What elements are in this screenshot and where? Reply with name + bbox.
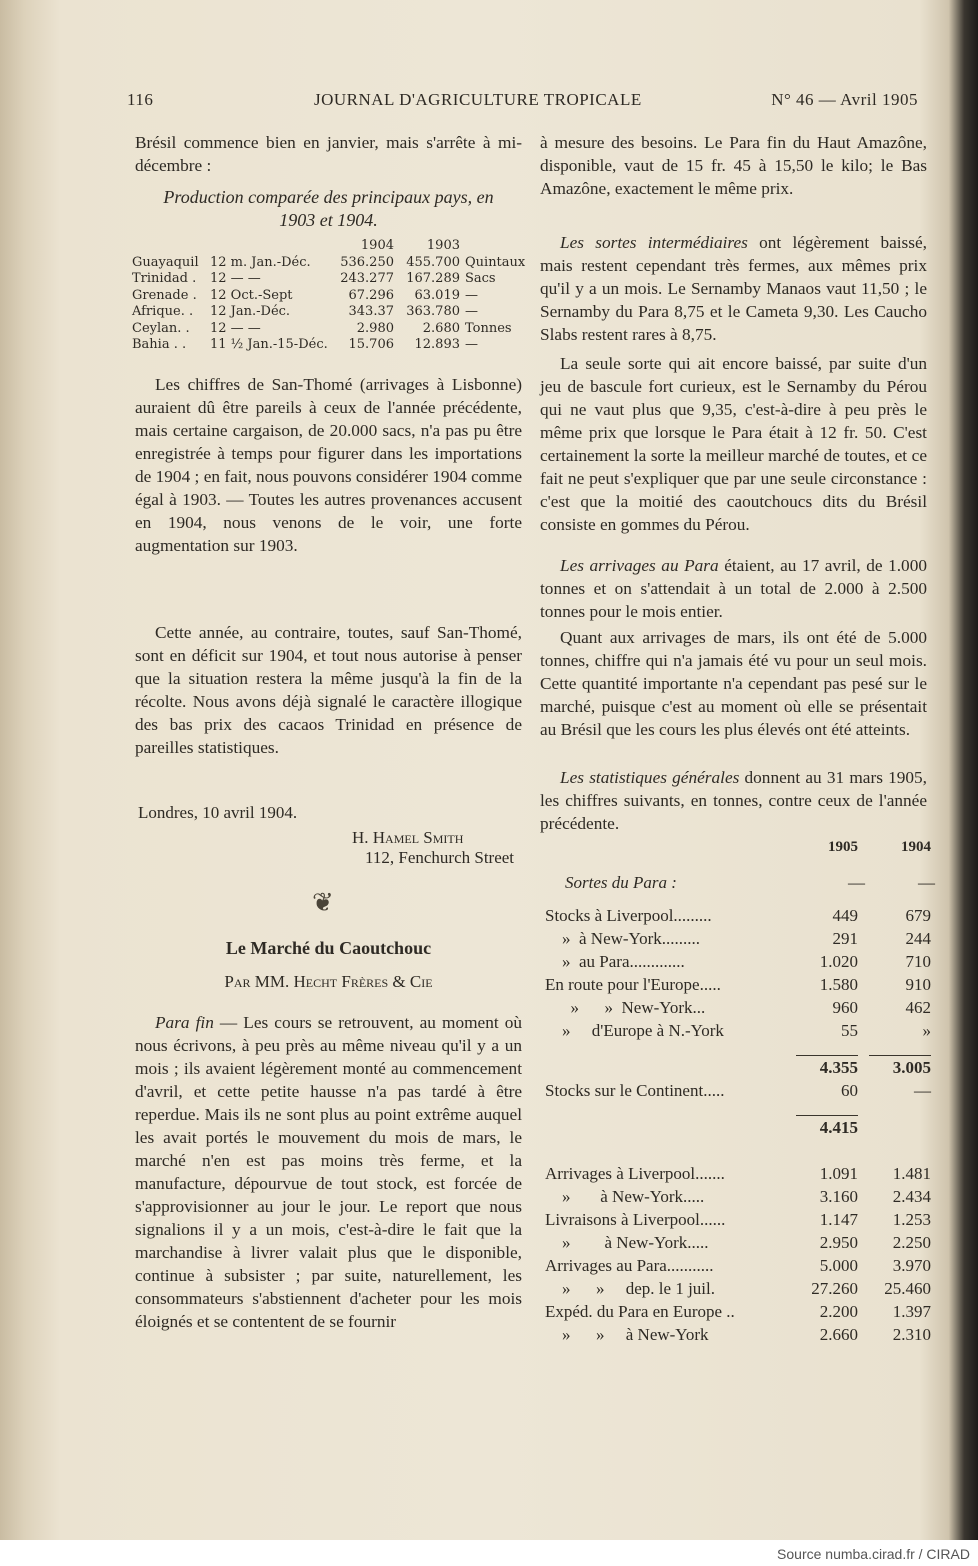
table-cell: Tonnes — [465, 320, 512, 336]
value-1904: 462 — [905, 998, 931, 1017]
table-cell: 12 — — — [210, 320, 261, 336]
value-1905: 4.355 — [819, 1058, 858, 1077]
value-1905: 1.091 — [819, 1164, 858, 1183]
left-intro — [135, 131, 522, 177]
table-row — [545, 1185, 935, 1208]
table-header — [132, 238, 525, 255]
paragraph: Cette année, au contraire, toutes, sauf San-Thomé, sont en déficit sur 1904, et tout nous autorise à penser que la situation restera la même jusqu'à la fin de la récolte. Nous avons déjà signalé le caractère illogique des bas prix des cacaos Trinidad en présence de pareilles statistiques. — [135, 623, 522, 757]
ornament-icon: ❦ — [312, 888, 334, 917]
table-cell: Afrique. . — [132, 304, 194, 319]
table-cell: 455.700 — [406, 254, 460, 270]
value-1904: 2.310 — [892, 1325, 931, 1344]
table-cell: 15.706 — [348, 337, 394, 352]
byline: Par MM. Hecht Frères & Cie — [224, 972, 433, 991]
row-label: Arrivages au Para........... — [545, 1256, 714, 1275]
value-1905: — — [848, 873, 866, 892]
table-row — [132, 337, 525, 354]
table-row — [132, 304, 525, 321]
table-row — [545, 996, 935, 1019]
value-1905: 2.950 — [819, 1233, 858, 1252]
table-row — [545, 973, 935, 996]
value-1904: 679 — [905, 906, 931, 925]
paragraph: à mesure des besoins. Le Para fin du Haut Amazône, disponible, vaut de 15 fr. 45 à 15,50 le kilo; le Bas Amazône, exactement le même prix. — [540, 133, 927, 198]
paragraph: La seule sorte qui ait encore baissé, par suite d'un jeu de bascule fort curieux, est le Sernamby du Pérou qui ne vaut plus que 9,35, c'est-à-dire à peu près le même prix que lorsque le Para était à 12 fr. 50. C'est certainement la sorte la meilleur marché de toutes, et ce fait ne peut s'expliquer que par une seule circonstance : c'est que la moitié des caoutchoucs dits du Brésil consiste en gommes du Pérou. — [540, 354, 927, 534]
value-1905: 449 — [832, 906, 858, 925]
header-1904: 1904 — [901, 839, 931, 855]
value-1905: 27.260 — [811, 1279, 858, 1298]
value-1905: 5.000 — [819, 1256, 858, 1275]
value-1904: 2.250 — [892, 1233, 931, 1252]
value-1904: — — [917, 873, 935, 892]
lead-phrase: Les arrivages au Para — [560, 556, 719, 575]
table-row — [545, 1254, 935, 1277]
table-row — [545, 1231, 935, 1254]
value-1904: — — [914, 1081, 931, 1100]
source-credit: Source numba.cirad.fr / CIRAD — [777, 1546, 970, 1562]
table-row — [132, 255, 525, 272]
table-cell: 11 ½ Jan.-15-Déc. — [210, 337, 328, 352]
table-cell: 2.980 — [356, 320, 394, 336]
value-1905: 1.147 — [819, 1210, 858, 1229]
table-cell: Bahia . . — [132, 337, 187, 352]
right-paragraph-2 — [540, 231, 927, 346]
value-1904: 3.970 — [892, 1256, 931, 1275]
table-row — [132, 288, 525, 305]
page-number: 116 — [127, 90, 154, 109]
table-row — [545, 871, 935, 894]
row-label — [545, 1056, 785, 1079]
table-title: Production comparée des principaux pays, en 1903 et 1904. — [163, 187, 494, 230]
table-row — [545, 1300, 935, 1323]
value-1904: » — [922, 1021, 931, 1040]
value-1904: 2.434 — [892, 1187, 931, 1206]
row-label: Expéd. du Para en Europe .. — [545, 1302, 735, 1321]
table-cell: — — [465, 287, 478, 303]
table-cell: 363.780 — [406, 304, 460, 319]
table-cell: 12 m. Jan.-Déc. — [210, 254, 311, 270]
value-1905: 4.415 — [819, 1118, 858, 1137]
table-cell: 12.893 — [414, 337, 460, 352]
table-cell: Sacs — [465, 271, 496, 286]
table-row — [545, 1079, 935, 1102]
table-cell: 12 — — — [210, 271, 261, 286]
value-1905: 3.160 — [819, 1187, 858, 1206]
value-1904: 1.481 — [892, 1164, 931, 1183]
paragraph-text: donnent au 31 mars 1905, les chiffres suivants, en tonnes, contre ceux de l'année précédente. — [540, 768, 928, 833]
table-row — [132, 271, 525, 288]
table-row — [545, 1208, 935, 1231]
row-label: » à New-York..... — [545, 1233, 709, 1252]
table-row — [545, 927, 935, 950]
value-1905: 1.020 — [819, 952, 858, 971]
lead-phrase: Para fin — [155, 1013, 214, 1032]
table-row — [545, 1056, 935, 1079]
issue-info: N° 46 — Avril 1905 — [771, 90, 918, 109]
table-cell: Guayaquil — [132, 254, 199, 270]
table-cell: — — [465, 304, 478, 319]
row-label: » » New-York... — [545, 998, 706, 1017]
lead-phrase: Les sortes intermédiaires — [560, 233, 748, 252]
value-1904: 710 — [905, 952, 931, 971]
value-1904: 244 — [905, 929, 931, 948]
row-label: » à New-York..... — [545, 1187, 705, 1206]
article-title: Le Marché du Caoutchouc — [225, 938, 432, 958]
row-label: Stocks sur le Continent..... — [545, 1081, 725, 1100]
value-1904 — [858, 1116, 931, 1139]
header-1905: 1905 — [828, 839, 858, 855]
table-cell: 2.680 — [422, 320, 460, 336]
table-cell: 243.277 — [340, 271, 394, 286]
table-cell: Grenade . — [132, 287, 197, 303]
paragraph: Brésil commence bien en janvier, mais s'arrête à mi-décembre : — [135, 133, 522, 175]
table-cell: 167.289 — [406, 271, 460, 286]
table-cell: — — [465, 337, 478, 352]
paragraph-text: étaient, au 17 avril, de 1.000 tonnes et on s'attendait à un total de 2.000 à 2.500 tonnes pour le mois entier. — [540, 556, 927, 621]
value-1905 — [785, 1139, 858, 1162]
value-1904: 910 — [905, 975, 931, 994]
value-1905: 1.580 — [819, 975, 858, 994]
row-label: » » à New-York — [545, 1325, 709, 1344]
table-row — [545, 1162, 935, 1185]
row-label — [545, 1116, 785, 1139]
row-label: Livraisons à Liverpool...... — [545, 1210, 726, 1229]
value-1905: 60 — [841, 1081, 858, 1100]
table-row — [545, 1019, 935, 1042]
signature: H. Hamel Smith — [352, 828, 464, 847]
address: 112, Fenchurch Street — [365, 848, 515, 867]
lead-phrase: Les statistiques générales — [560, 768, 740, 787]
row-label: » » dep. le 1 juil. — [545, 1279, 715, 1298]
table-header — [545, 836, 935, 859]
table-cell: 536.250 — [340, 254, 394, 270]
table-cell: 12 Oct.-Sept — [210, 287, 293, 303]
row-label: Sortes du Para : — [565, 873, 677, 892]
paragraph-text: — Les cours se retrouvent, au moment où nous écrivons, à peu près au même niveau qu'il y a un mois ; ils avaient légèrement monté au commencement d'avril, et cette petite hausse n'a pas tardé à être reperdue. Mais ils ne sont plus au point extrême auquel les avait portés le mouvement du mois de mars, le marché n'en est pas moins très ferme, et la manufacture, dépourvue de tout stock, est forcée de s'approvisionner au jour le jour. Le report que nous signalions il y a un mois, c'est-à-dire le fait que la marchandise à livrer valait plus que le disponible, continue à subsister ; par suite, naturellement, les consommateurs s'abstiennent d'acheter pour les mois éloignés et se contentent de se fournir — [135, 1013, 522, 1331]
row-label — [545, 1139, 785, 1162]
table-cell: 343.37 — [348, 304, 394, 319]
row-label: » à New-York......... — [545, 929, 701, 948]
table-row — [545, 1139, 935, 1162]
table-rule — [545, 1042, 935, 1056]
table-row — [545, 1323, 935, 1346]
row-label: » au Para............. — [545, 952, 685, 971]
right-paragraph-3 — [540, 352, 927, 536]
dateline: Londres, 10 avril 1904. — [138, 803, 298, 822]
table-cell: 67.296 — [348, 287, 394, 303]
paragraph: Les chiffres de San-Thomé (arrivages à Lisbonne) auraient dû être pareils à ceux de l'année précédente, mais certaine cargaison, de 20.000 sacs, n'a pas pu être enregistrée à temps pour figurer dans les importations de 1904 ; en fait, nous pouvons considérer 1904 comme égal à 1903. — Toutes les autres provenances accusent en 1904, nous venons de le voir, une forte augmentation sur 1903. — [135, 375, 522, 555]
value-1905: 291 — [832, 929, 858, 948]
row-label: Stocks à Liverpool......... — [545, 906, 712, 925]
value-1904: 1.253 — [892, 1210, 931, 1229]
paragraph: Quant aux arrivages de mars, ils ont été de 5.000 tonnes, chiffre qui n'a jamais été vu pour un seul mois. Cette quantité importante n'a cependant pas pesé sur le marché, puisque c'est au moment où elle se présentait au Brésil que les cours les plus élevés ont été atteints. — [540, 628, 927, 739]
value-1904: 1.397 — [892, 1302, 931, 1321]
table-cell: Ceylan. . — [132, 320, 190, 336]
value-1904: 25.460 — [884, 1279, 931, 1298]
right-paragraph-6 — [540, 766, 927, 835]
value-1905: 2.660 — [819, 1325, 858, 1344]
rubber-statistics-table — [545, 836, 935, 1346]
value-1904 — [858, 1139, 931, 1162]
production-table — [132, 238, 525, 354]
table-row — [545, 1277, 935, 1300]
paragraph-text: ont légèrement baissé, mais restent cependant très fermes, aux mêmes prix qu'il y a un mois. Le Sernamby Manaos vaut 11,50 ; le Sernamby du Para 8,75 et le Cameta 9,30. Les Caucho Slabs restent rares à 8,75. — [540, 233, 927, 344]
value-1905: 55 — [841, 1021, 858, 1040]
table-cell: Quintaux — [465, 254, 526, 270]
table-rule — [545, 1102, 935, 1116]
left-paragraph-2 — [135, 621, 522, 759]
right-paragraph-1 — [540, 131, 927, 200]
value-1904: 3.005 — [892, 1058, 931, 1077]
row-label: En route pour l'Europe..... — [545, 975, 721, 994]
row-label: Arrivages à Liverpool....... — [545, 1164, 725, 1183]
value-1905: 960 — [832, 998, 858, 1017]
table-row — [545, 950, 935, 973]
table-cell: Trinidad . — [132, 271, 197, 286]
row-label: » d'Europe à N.-York — [545, 1021, 724, 1040]
table-cell: 12 Jan.-Déc. — [210, 304, 291, 319]
header-1904: 1904 — [360, 238, 394, 253]
left-paragraph-1 — [135, 373, 522, 557]
value-1905: 2.200 — [819, 1302, 858, 1321]
header-1903: 1903 — [426, 238, 460, 253]
table-row — [132, 321, 525, 338]
table-cell: 63.019 — [414, 287, 460, 303]
table-row — [545, 904, 935, 927]
right-paragraph-4 — [540, 554, 927, 623]
journal-title: JOURNAL D'AGRICULTURE TROPICALE — [314, 90, 642, 109]
table-row — [545, 1116, 935, 1139]
left-paragraph-3 — [135, 1011, 522, 1333]
right-paragraph-5 — [540, 626, 927, 741]
